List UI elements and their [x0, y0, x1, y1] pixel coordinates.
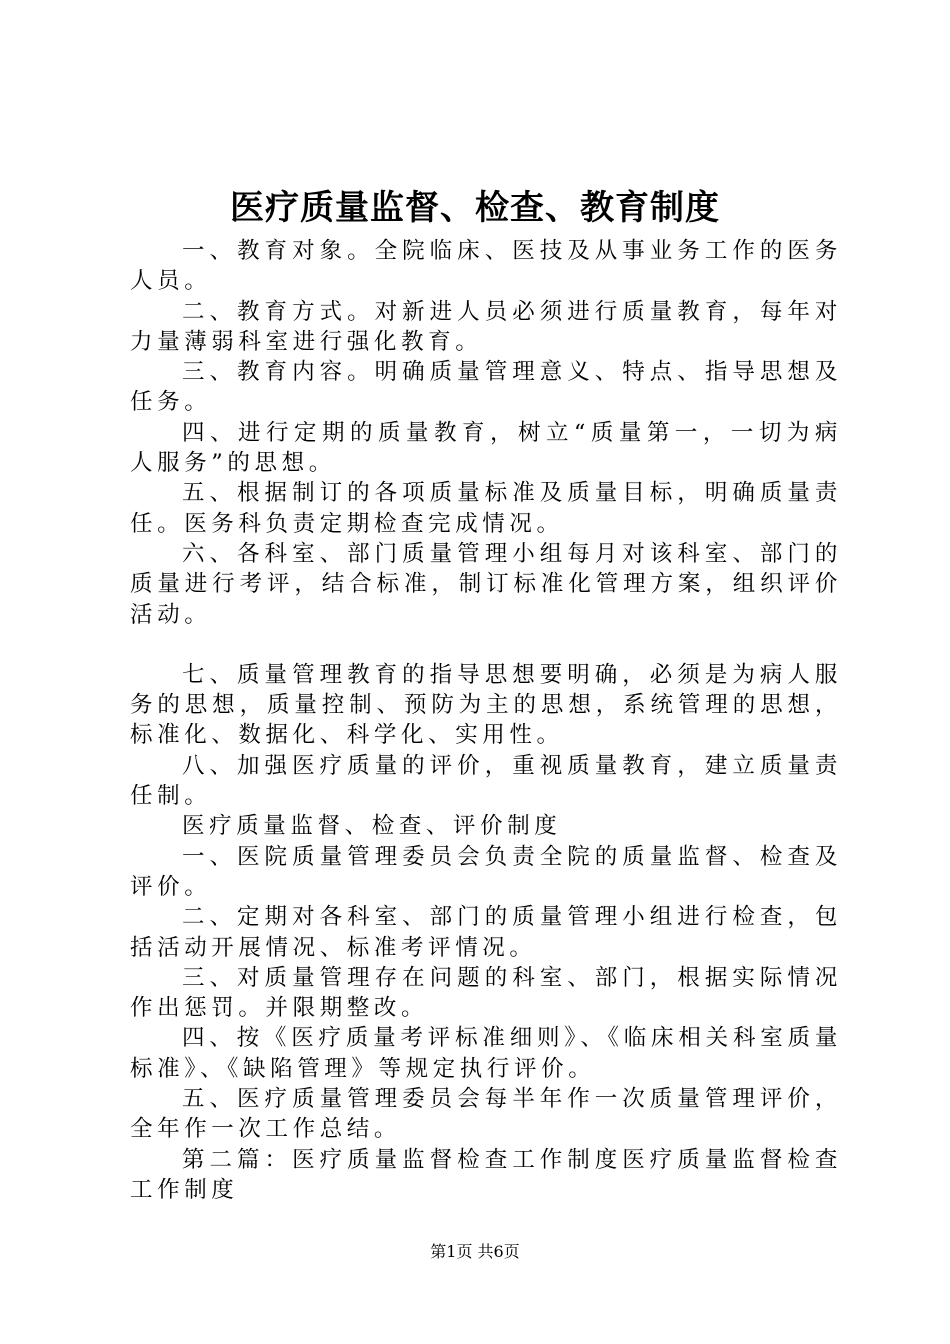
- paragraph: 五、医疗质量管理委员会每半年作一次质量管理评价，全年作一次工作总结。: [130, 1086, 842, 1143]
- document-title: 医疗质量监督、检查、教育制度: [230, 188, 720, 228]
- paragraph: 第二篇：医疗质量监督检查工作制度医疗质量监督检查工作制度: [130, 1146, 842, 1203]
- paragraph: 四、进行定期的质量教育，树立“质量第一，一切为病人服务”的思想。: [130, 419, 842, 477]
- paragraph: 二、定期对各科室、部门的质量管理小组进行检查，包括活动开展情况、标准考评情况。: [130, 904, 842, 961]
- paragraph: 二、教育方式。对新进人员必须进行质量教育，每年对力量薄弱科室进行强化教育。: [130, 298, 842, 355]
- paragraph: 三、教育内容。明确质量管理意义、特点、指导思想及任务。: [130, 359, 842, 416]
- paragraph: 七、质量管理教育的指导思想要明确，必须是为病人服务的思想，质量控制、预防为主的思想，系统管理的思想，标准化、数据化、科学化、实用性。: [130, 661, 842, 749]
- paragraph: 一、医院质量管理委员会负责全院的质量监督、检查及评价。: [130, 843, 842, 900]
- paragraph: 八、加强医疗质量的评价，重视质量教育，建立质量责任制。: [130, 752, 842, 810]
- paragraph: 一、教育对象。全院临床、医技及从事业务工作的医务人员。: [130, 238, 842, 295]
- document-body: [130, 236, 842, 1205]
- page-footer: 第1页 共6页: [430, 1242, 520, 1261]
- section-heading: 医疗质量监督、检查、评价制度: [182, 813, 562, 840]
- paragraph: 六、各科室、部门质量管理小组每月对该科室、部门的质量进行考评，结合标准，制订标准化管理方案，组织评价活动。: [130, 540, 842, 628]
- paragraph: 三、对质量管理存在问题的科室、部门，根据实际情况作出惩罚。并限期整改。: [130, 964, 842, 1022]
- paragraph: 四、按《医疗质量考评标准细则》、《临床相关科室质量标准》、《缺陷管理》等规定执行评价。: [130, 1025, 842, 1082]
- paragraph: 五、根据制订的各项质量标准及质量目标，明确质量责任。医务科负责定期检查完成情况。: [130, 480, 842, 537]
